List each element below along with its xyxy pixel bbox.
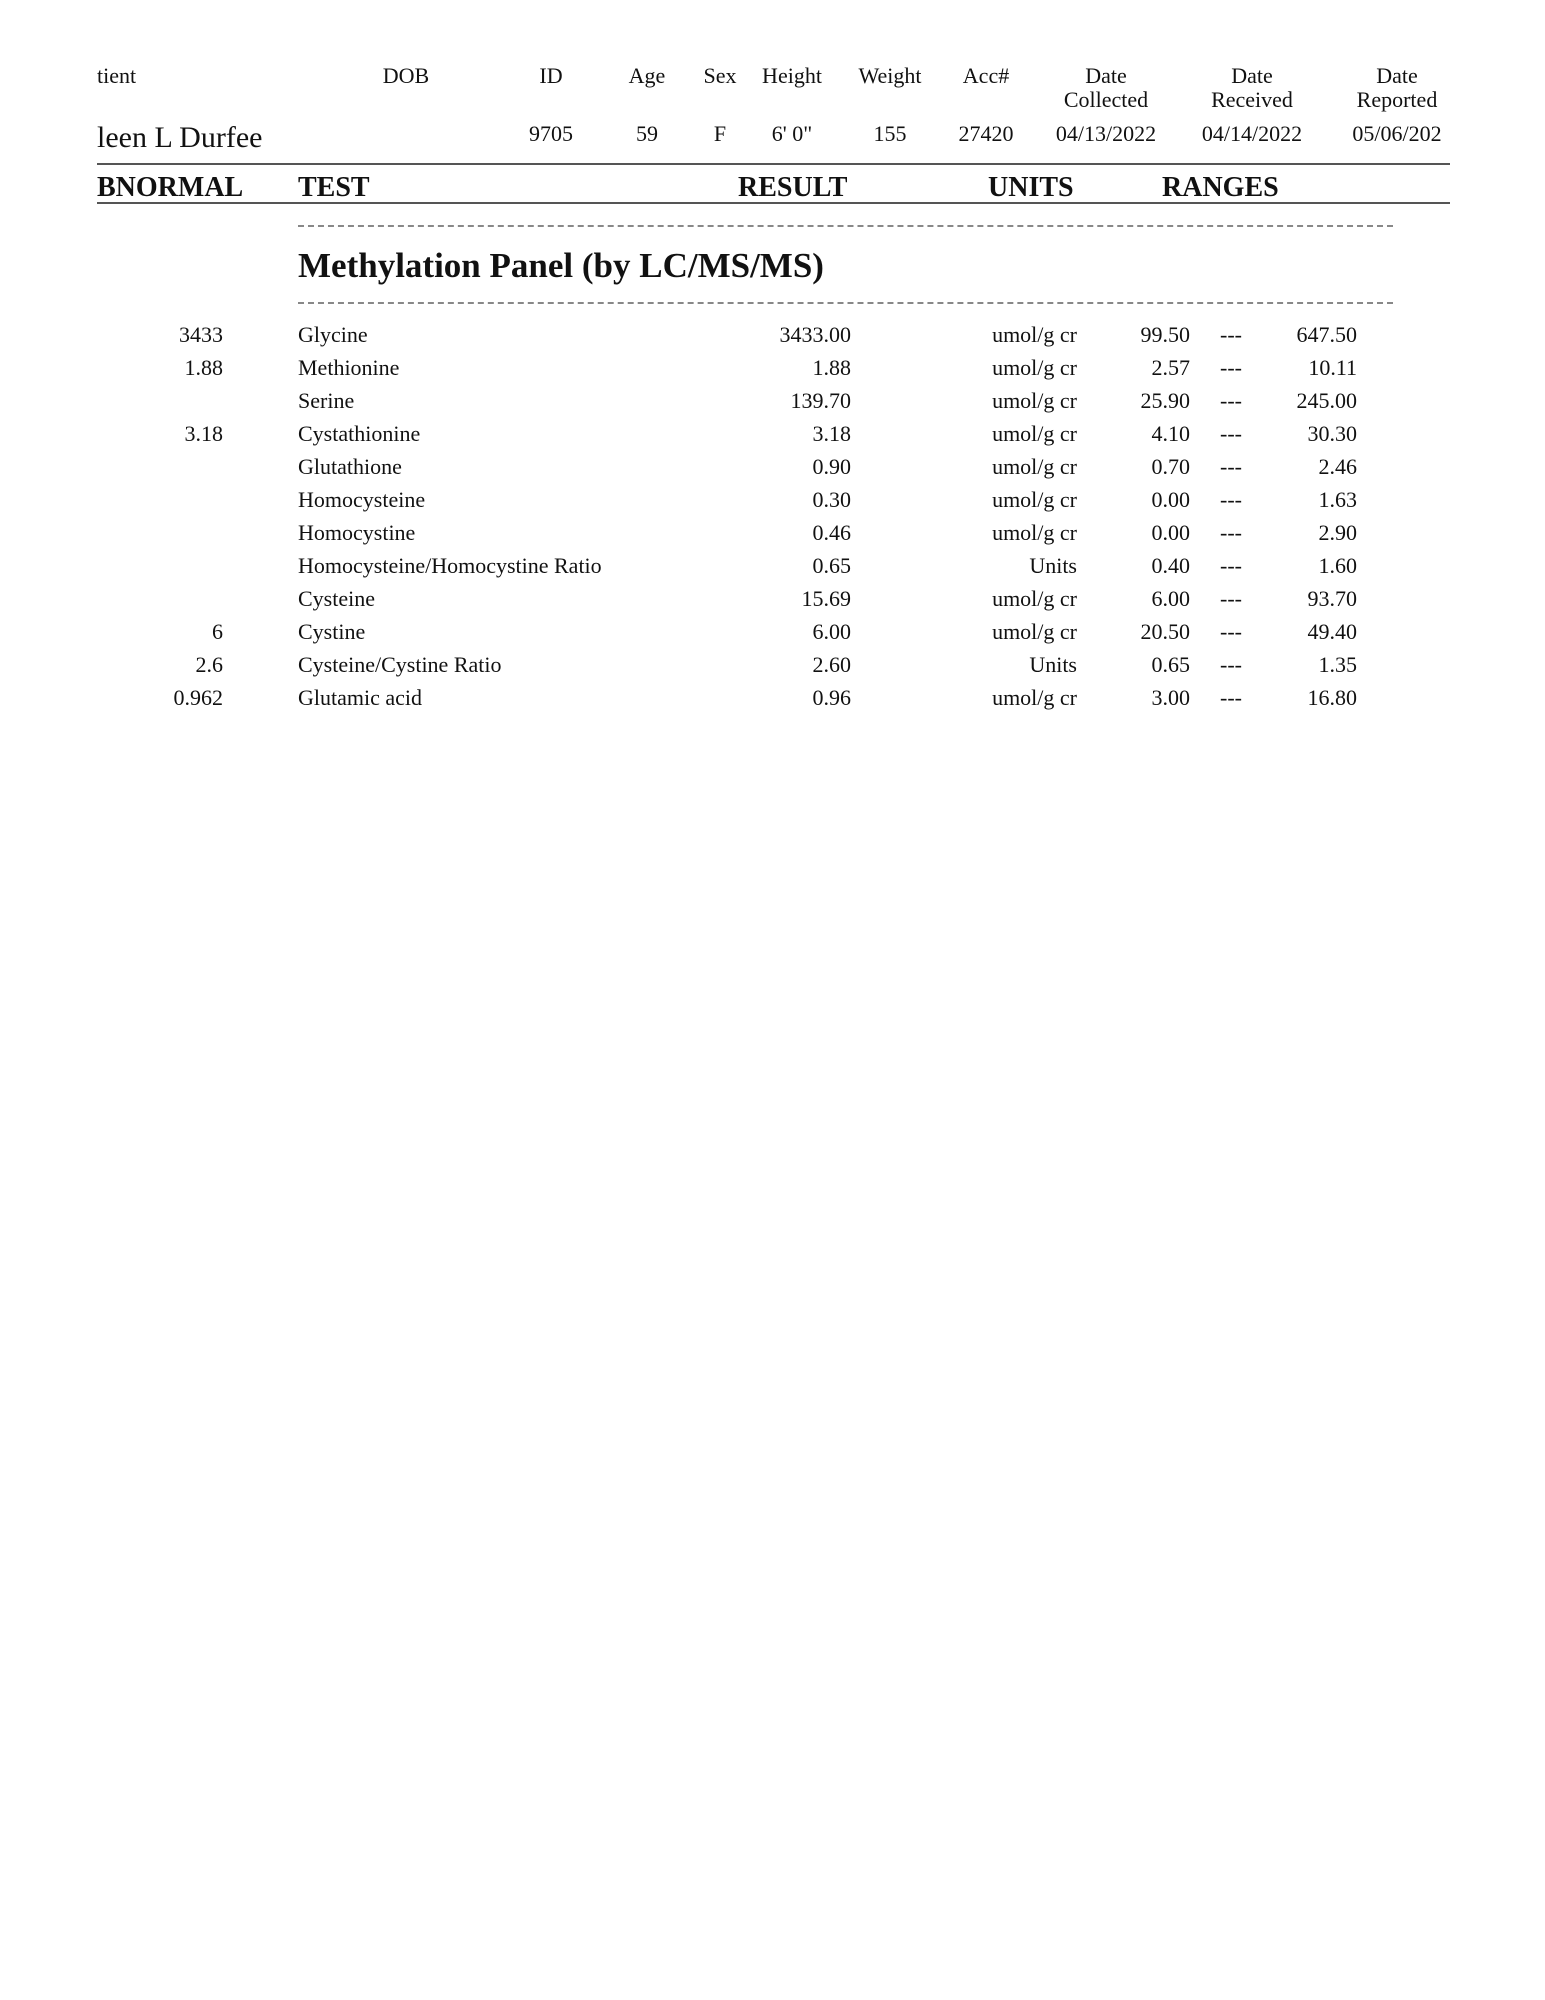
column-ranges: RANGES	[1162, 172, 1279, 203]
table-row	[0, 351, 1545, 384]
acc-label: Acc#	[962, 63, 1010, 88]
range-separator: ---	[1220, 685, 1242, 710]
column-units: UNITS	[988, 172, 1074, 203]
column-abnormal: BNORMAL	[97, 172, 244, 203]
range-high: 647.50	[1296, 322, 1357, 347]
result-value: 0.46	[812, 520, 851, 545]
range-high: 1.35	[1318, 652, 1357, 677]
section-title: Methylation Panel (by LC/MS/MS)	[298, 246, 824, 285]
table-row	[0, 450, 1545, 483]
test-name: Homocysteine/Homocystine Ratio	[298, 553, 602, 578]
result-value: 0.30	[812, 487, 851, 512]
units-value: umol/g cr	[992, 487, 1077, 512]
table-row	[0, 417, 1545, 450]
range-low: 6.00	[1151, 586, 1190, 611]
column-test: TEST	[298, 172, 370, 203]
range-high: 49.40	[1307, 619, 1357, 644]
result-value: 0.65	[812, 553, 851, 578]
abnormal-flag-value: 1.88	[184, 355, 223, 380]
range-high: 10.11	[1308, 355, 1357, 380]
result-value: 15.69	[801, 586, 851, 611]
range-low: 0.65	[1151, 652, 1190, 677]
test-name: Glutathione	[298, 454, 402, 479]
range-low: 0.00	[1151, 520, 1190, 545]
units-value: umol/g cr	[992, 454, 1077, 479]
range-high: 30.30	[1307, 421, 1357, 446]
patient-label: tient	[97, 63, 137, 88]
patient-height: 6' 0"	[771, 121, 813, 146]
patient-name: leen L Durfee	[97, 121, 263, 154]
range-high: 1.63	[1318, 487, 1357, 512]
result-value: 3433.00	[779, 322, 851, 347]
table-row	[0, 384, 1545, 417]
results-table	[0, 318, 1545, 714]
date-received-label-line1: Date	[1231, 63, 1273, 88]
test-name: Cysteine	[298, 586, 375, 611]
units-value: umol/g cr	[992, 388, 1077, 413]
test-name: Serine	[298, 388, 355, 413]
result-value: 3.18	[812, 421, 851, 446]
patient-sex: F	[713, 121, 727, 146]
range-high: 2.90	[1318, 520, 1357, 545]
table-row	[0, 549, 1545, 582]
units-value: umol/g cr	[992, 322, 1077, 347]
accession-number: 27420	[958, 121, 1014, 146]
date-collected-label-line1: Date	[1085, 63, 1127, 88]
result-value: 6.00	[812, 619, 851, 644]
date-reported-label-line1: Date	[1376, 63, 1418, 88]
sex-label: Sex	[703, 63, 737, 88]
date-received-label-line2: Received	[1211, 87, 1293, 112]
range-separator: ---	[1220, 421, 1242, 446]
abnormal-flag-value: 2.6	[195, 652, 223, 677]
table-row	[0, 516, 1545, 549]
range-separator: ---	[1220, 520, 1242, 545]
range-separator: ---	[1220, 322, 1242, 347]
dob-label: DOB	[382, 63, 430, 88]
range-separator: ---	[1220, 586, 1242, 611]
patient-age: 59	[636, 121, 658, 146]
range-low: 99.50	[1140, 322, 1190, 347]
test-name: Glycine	[298, 322, 368, 347]
test-name: Cysteine/Cystine Ratio	[298, 652, 502, 677]
test-name: Cystine	[298, 619, 366, 644]
header-rule-bottom	[97, 202, 1450, 204]
test-name: Homocysteine	[298, 487, 426, 512]
id-label: ID	[539, 63, 563, 88]
header-rule-top	[97, 163, 1450, 165]
range-high: 1.60	[1318, 553, 1357, 578]
result-value: 0.96	[812, 685, 851, 710]
result-value: 139.70	[790, 388, 851, 413]
range-separator: ---	[1220, 553, 1242, 578]
range-high: 245.00	[1296, 388, 1357, 413]
dashed-divider-top	[298, 225, 1393, 227]
range-separator: ---	[1220, 652, 1242, 677]
units-value: umol/g cr	[992, 520, 1077, 545]
table-row	[0, 582, 1545, 615]
range-low: 25.90	[1140, 388, 1190, 413]
table-row	[0, 615, 1545, 648]
date-reported: 05/06/202	[1352, 121, 1442, 146]
abnormal-flag-value: 0.962	[173, 685, 223, 710]
range-separator: ---	[1220, 619, 1242, 644]
patient-weight: 155	[873, 121, 907, 146]
weight-label: Weight	[858, 63, 922, 88]
result-value: 2.60	[812, 652, 851, 677]
units-value: umol/g cr	[992, 685, 1077, 710]
range-high: 2.46	[1318, 454, 1357, 479]
range-low: 3.00	[1151, 685, 1190, 710]
range-separator: ---	[1220, 388, 1242, 413]
abnormal-flag-value: 6	[212, 619, 223, 644]
units-value: umol/g cr	[992, 355, 1077, 380]
range-low: 4.10	[1151, 421, 1190, 446]
range-low: 2.57	[1151, 355, 1190, 380]
abnormal-flag-value: 3433	[179, 322, 223, 347]
table-row	[0, 681, 1545, 714]
range-low: 20.50	[1140, 619, 1190, 644]
units-value: Units	[1029, 652, 1077, 677]
table-row	[0, 648, 1545, 681]
column-result: RESULT	[738, 172, 848, 203]
date-collected-label-line2: Collected	[1063, 87, 1149, 112]
range-high: 93.70	[1307, 586, 1357, 611]
range-low: 0.40	[1151, 553, 1190, 578]
range-high: 16.80	[1307, 685, 1357, 710]
result-value: 0.90	[812, 454, 851, 479]
units-value: umol/g cr	[992, 586, 1077, 611]
range-low: 0.70	[1151, 454, 1190, 479]
test-name: Homocystine	[298, 520, 416, 545]
date-reported-label-line2: Reported	[1356, 87, 1438, 112]
abnormal-flag-value: 3.18	[184, 421, 223, 446]
range-separator: ---	[1220, 355, 1242, 380]
age-label: Age	[628, 63, 666, 88]
result-value: 1.88	[812, 355, 851, 380]
test-name: Glutamic acid	[298, 685, 423, 710]
patient-id: 9705	[529, 121, 573, 146]
range-low: 0.00	[1151, 487, 1190, 512]
date-received: 04/14/2022	[1201, 121, 1303, 146]
date-collected: 04/13/2022	[1055, 121, 1157, 146]
table-row	[0, 483, 1545, 516]
test-name: Methionine	[298, 355, 400, 380]
range-separator: ---	[1220, 454, 1242, 479]
units-value: umol/g cr	[992, 421, 1077, 446]
dashed-divider-bottom	[298, 302, 1393, 304]
range-separator: ---	[1220, 487, 1242, 512]
units-value: Units	[1029, 553, 1077, 578]
units-value: umol/g cr	[992, 619, 1077, 644]
height-label: Height	[762, 63, 822, 88]
table-row	[0, 318, 1545, 351]
test-name: Cystathionine	[298, 421, 421, 446]
